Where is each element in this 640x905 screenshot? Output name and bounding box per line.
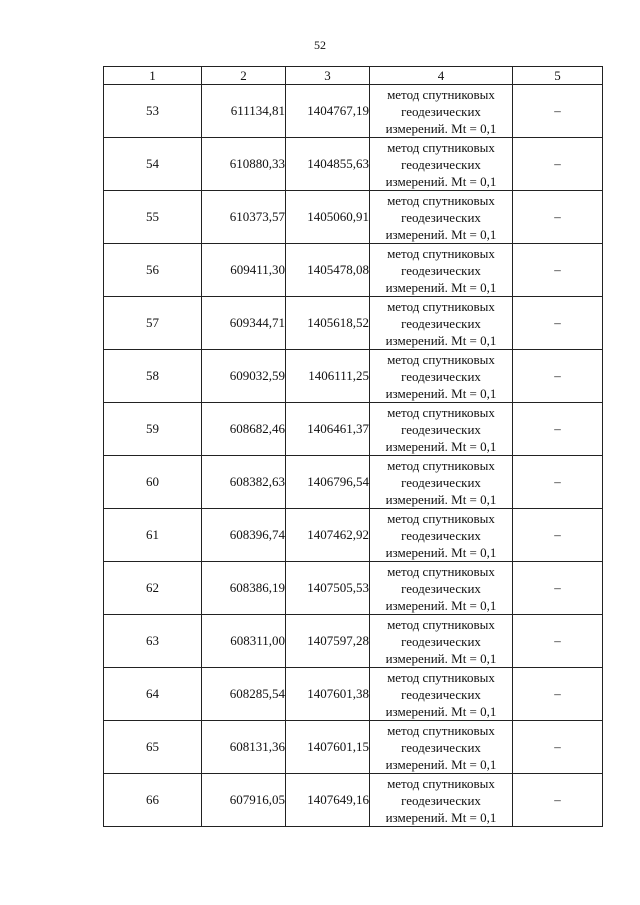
method-line: геодезических — [401, 474, 481, 490]
method-line: метод спутниковых — [387, 139, 495, 155]
table-row — [104, 774, 603, 827]
method-line: измерений. Mt = 0,1 — [385, 120, 497, 136]
coordinate-y: 1406461,37 — [286, 403, 370, 456]
method-description — [370, 774, 513, 827]
coordinate-x: 609032,59 — [202, 350, 286, 403]
coordinate-y: 1406796,54 — [286, 456, 370, 509]
table-row — [104, 191, 603, 244]
note-dash: – — [513, 85, 603, 138]
table-row — [104, 85, 603, 138]
coordinate-x: 608285,54 — [202, 668, 286, 721]
coordinate-y: 1407601,15 — [286, 721, 370, 774]
method-description — [370, 509, 513, 562]
method-line: измерений. Mt = 0,1 — [385, 226, 497, 242]
note-dash: – — [513, 562, 603, 615]
header-col-2: 2 — [202, 67, 286, 85]
method-description — [370, 615, 513, 668]
coordinate-y: 1406111,25 — [286, 350, 370, 403]
coordinate-y: 1407462,92 — [286, 509, 370, 562]
method-line: метод спутниковых — [387, 669, 495, 685]
table-row — [104, 509, 603, 562]
method-line: измерений. Mt = 0,1 — [385, 332, 497, 348]
method-line: метод спутниковых — [387, 404, 495, 420]
method-description — [370, 350, 513, 403]
table-row — [104, 456, 603, 509]
method-line: метод спутниковых — [387, 86, 495, 102]
table-row — [104, 615, 603, 668]
method-description — [370, 297, 513, 350]
method-description — [370, 562, 513, 615]
method-line: метод спутниковых — [387, 616, 495, 632]
method-line: метод спутниковых — [387, 351, 495, 367]
note-dash: – — [513, 668, 603, 721]
table-row — [104, 721, 603, 774]
coordinate-x: 611134,81 — [202, 85, 286, 138]
coordinate-y: 1404767,19 — [286, 85, 370, 138]
point-number: 57 — [104, 297, 202, 350]
method-line: геодезических — [401, 315, 481, 331]
method-line: геодезических — [401, 262, 481, 278]
method-line: измерений. Mt = 0,1 — [385, 173, 497, 189]
note-dash: – — [513, 403, 603, 456]
point-number: 56 — [104, 244, 202, 297]
coordinate-x: 608131,36 — [202, 721, 286, 774]
coordinate-y: 1405060,91 — [286, 191, 370, 244]
note-dash: – — [513, 615, 603, 668]
coordinate-x: 610373,57 — [202, 191, 286, 244]
point-number: 62 — [104, 562, 202, 615]
method-line: геодезических — [401, 368, 481, 384]
method-line: измерений. Mt = 0,1 — [385, 650, 497, 666]
coordinate-y: 1407649,16 — [286, 774, 370, 827]
header-col-5: 5 — [513, 67, 603, 85]
method-line: геодезических — [401, 686, 481, 702]
method-line: метод спутниковых — [387, 510, 495, 526]
table-row — [104, 350, 603, 403]
note-dash: – — [513, 509, 603, 562]
header-col-3: 3 — [286, 67, 370, 85]
point-number: 53 — [104, 85, 202, 138]
note-dash: – — [513, 191, 603, 244]
coordinate-x: 608382,63 — [202, 456, 286, 509]
method-description — [370, 403, 513, 456]
method-line: метод спутниковых — [387, 245, 495, 261]
note-dash: – — [513, 138, 603, 191]
header-row — [104, 67, 603, 85]
method-line: измерений. Mt = 0,1 — [385, 597, 497, 613]
coordinate-x: 608682,46 — [202, 403, 286, 456]
coordinate-x: 608386,19 — [202, 562, 286, 615]
method-line: геодезических — [401, 739, 481, 755]
method-line: метод спутниковых — [387, 192, 495, 208]
header-col-1: 1 — [104, 67, 202, 85]
coordinate-x: 610880,33 — [202, 138, 286, 191]
method-line: метод спутниковых — [387, 457, 495, 473]
method-line: метод спутниковых — [387, 298, 495, 314]
coordinate-x: 608311,00 — [202, 615, 286, 668]
method-line: измерений. Mt = 0,1 — [385, 809, 497, 825]
method-line: геодезических — [401, 103, 481, 119]
table-row — [104, 403, 603, 456]
method-line: измерений. Mt = 0,1 — [385, 279, 497, 295]
page-number: 52 — [314, 38, 326, 52]
method-line: геодезических — [401, 633, 481, 649]
method-line: геодезических — [401, 580, 481, 596]
coordinate-y: 1407505,53 — [286, 562, 370, 615]
method-description — [370, 244, 513, 297]
coordinate-x: 608396,74 — [202, 509, 286, 562]
method-description — [370, 668, 513, 721]
table-row — [104, 668, 603, 721]
coordinate-y: 1407601,38 — [286, 668, 370, 721]
method-line: геодезических — [401, 527, 481, 543]
table-row — [104, 138, 603, 191]
method-line: измерений. Mt = 0,1 — [385, 385, 497, 401]
table-row — [104, 297, 603, 350]
coordinate-y: 1404855,63 — [286, 138, 370, 191]
coordinates-table — [103, 66, 603, 827]
point-number: 58 — [104, 350, 202, 403]
method-line: геодезических — [401, 209, 481, 225]
note-dash: – — [513, 350, 603, 403]
method-description — [370, 138, 513, 191]
method-line: геодезических — [401, 792, 481, 808]
note-dash: – — [513, 721, 603, 774]
method-line: геодезических — [401, 421, 481, 437]
method-line: метод спутниковых — [387, 563, 495, 579]
method-description — [370, 721, 513, 774]
method-line: измерений. Mt = 0,1 — [385, 438, 497, 454]
method-line: метод спутниковых — [387, 722, 495, 738]
method-line: измерений. Mt = 0,1 — [385, 756, 497, 772]
coordinate-x: 609344,71 — [202, 297, 286, 350]
table-row — [104, 562, 603, 615]
point-number: 59 — [104, 403, 202, 456]
point-number: 63 — [104, 615, 202, 668]
coordinate-y: 1405478,08 — [286, 244, 370, 297]
point-number: 64 — [104, 668, 202, 721]
table-body — [104, 85, 603, 827]
method-line: геодезических — [401, 156, 481, 172]
method-line: измерений. Mt = 0,1 — [385, 703, 497, 719]
point-number: 54 — [104, 138, 202, 191]
coordinate-y: 1405618,52 — [286, 297, 370, 350]
note-dash: – — [513, 297, 603, 350]
point-number: 55 — [104, 191, 202, 244]
point-number: 66 — [104, 774, 202, 827]
method-line: метод спутниковых — [387, 775, 495, 791]
method-description — [370, 85, 513, 138]
note-dash: – — [513, 456, 603, 509]
method-description — [370, 456, 513, 509]
coordinate-x: 609411,30 — [202, 244, 286, 297]
method-line: измерений. Mt = 0,1 — [385, 491, 497, 507]
point-number: 65 — [104, 721, 202, 774]
method-description — [370, 191, 513, 244]
point-number: 61 — [104, 509, 202, 562]
point-number: 60 — [104, 456, 202, 509]
header-col-4: 4 — [370, 67, 513, 85]
note-dash: – — [513, 244, 603, 297]
note-dash: – — [513, 774, 603, 827]
coordinate-x: 607916,05 — [202, 774, 286, 827]
table-row — [104, 244, 603, 297]
coordinate-y: 1407597,28 — [286, 615, 370, 668]
method-line: измерений. Mt = 0,1 — [385, 544, 497, 560]
